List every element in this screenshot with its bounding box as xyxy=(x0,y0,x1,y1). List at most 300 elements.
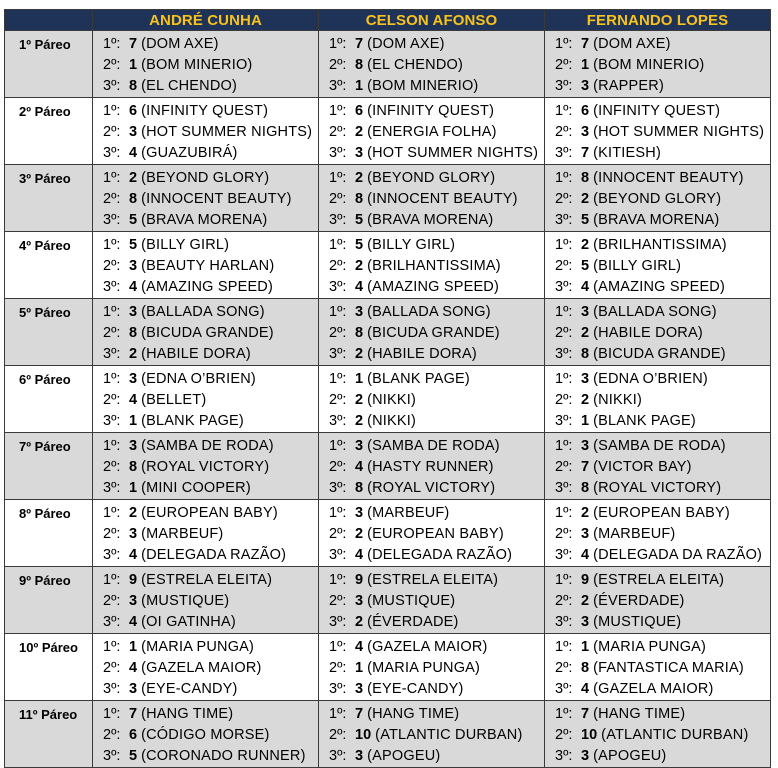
pick-horse-name: (RAPPER) xyxy=(593,78,664,94)
pick-line xyxy=(103,411,318,432)
pick-position: 2º: xyxy=(555,124,573,140)
race-row xyxy=(5,98,771,165)
pick-position: 3º: xyxy=(555,279,573,295)
pick-horse-name: (HOT SUMMER NIGHTS) xyxy=(367,145,539,161)
pick-horse-number: 8 xyxy=(355,191,364,207)
pick-horse-number: 3 xyxy=(355,145,364,161)
pick-horse-name: (BALLADA SONG) xyxy=(141,304,265,320)
picks-cell-fernando-lopes xyxy=(545,634,771,701)
race-row xyxy=(5,232,771,299)
pick-position: 3º: xyxy=(555,413,573,429)
pick-line xyxy=(329,524,544,545)
pick-horse-number: 3 xyxy=(129,593,138,609)
pick-horse-name: (DOM AXE) xyxy=(367,36,445,52)
pick-horse-name: (SAMBA DE RODA) xyxy=(593,438,726,454)
pick-line xyxy=(329,637,544,658)
pick-horse-number: 3 xyxy=(129,258,138,274)
pick-horse-name: (BLANK PAGE) xyxy=(593,413,696,429)
pick-position: 2º: xyxy=(555,258,573,274)
picks-cell-celson-afonso xyxy=(319,299,545,366)
pick-line xyxy=(103,34,318,55)
pick-position: 1º: xyxy=(103,505,121,521)
pick-line xyxy=(103,344,318,365)
pick-horse-number: 2 xyxy=(355,124,364,140)
picks-cell-fernando-lopes xyxy=(545,299,771,366)
picks-list xyxy=(93,634,318,700)
pick-horse-number: 4 xyxy=(581,547,590,563)
pick-horse-name: (HANG TIME) xyxy=(141,706,234,722)
pick-line xyxy=(555,457,770,478)
pick-horse-number: 3 xyxy=(129,124,138,140)
pick-horse-name: (EL CHENDO) xyxy=(141,78,238,94)
pick-line xyxy=(555,168,770,189)
pick-horse-number: 1 xyxy=(355,78,364,94)
pick-position: 1º: xyxy=(555,103,573,119)
pick-position: 3º: xyxy=(555,547,573,563)
picks-cell-andre-cunha xyxy=(93,232,319,299)
race-label: 3º Páreo xyxy=(5,165,93,232)
pick-line xyxy=(103,101,318,122)
pick-horse-number: 1 xyxy=(129,480,138,496)
pick-horse-name: (ENERGIA FOLHA) xyxy=(367,124,497,140)
pick-line xyxy=(103,256,318,277)
pick-horse-name: (BILLY GIRL) xyxy=(593,258,682,274)
picks-cell-celson-afonso xyxy=(319,634,545,701)
pick-horse-number: 2 xyxy=(581,392,590,408)
pick-horse-name: (MARIA PUNGA) xyxy=(367,660,481,676)
pick-horse-name: (BLANK PAGE) xyxy=(141,413,244,429)
pick-horse-name: (DELEGADA DA RAZÃO) xyxy=(593,547,763,563)
pick-horse-name: (DOM AXE) xyxy=(593,36,671,52)
pick-horse-number: 1 xyxy=(129,639,138,655)
race-row xyxy=(5,634,771,701)
picks-list xyxy=(93,98,318,164)
pick-line xyxy=(103,323,318,344)
pick-horse-name: (BILLY GIRL) xyxy=(367,237,456,253)
pick-horse-name: (BOM MINERIO) xyxy=(593,57,705,73)
pick-position: 2º: xyxy=(329,526,347,542)
pick-horse-name: (BRAVA MORENA) xyxy=(593,212,720,228)
pick-line xyxy=(555,503,770,524)
pick-position: 3º: xyxy=(329,413,347,429)
pick-horse-name: (SAMBA DE RODA) xyxy=(141,438,274,454)
pick-position: 1º: xyxy=(555,237,573,253)
pick-horse-name: (INFINITY QUEST) xyxy=(141,103,269,119)
pick-line xyxy=(329,277,544,298)
picks-cell-andre-cunha xyxy=(93,98,319,165)
pick-horse-number: 1 xyxy=(581,57,590,73)
pick-horse-number: 4 xyxy=(355,639,364,655)
pick-horse-number: 3 xyxy=(129,526,138,542)
picks-list xyxy=(319,165,544,231)
pick-line xyxy=(555,478,770,499)
picks-cell-celson-afonso xyxy=(319,31,545,98)
pick-horse-number: 7 xyxy=(581,145,590,161)
pick-horse-number: 2 xyxy=(355,614,364,630)
pick-position: 1º: xyxy=(329,706,347,722)
pick-horse-name: (HABILE DORA) xyxy=(367,346,477,362)
pick-horse-name: (BRAVA MORENA) xyxy=(141,212,268,228)
pick-horse-number: 3 xyxy=(581,614,590,630)
pick-horse-number: 8 xyxy=(581,480,590,496)
pick-line xyxy=(555,746,770,767)
pick-horse-name: (HASTY RUNNER) xyxy=(367,459,494,475)
header-corner-cell xyxy=(5,10,93,31)
pick-horse-number: 8 xyxy=(581,170,590,186)
pick-horse-name: (FANTASTICA MARIA) xyxy=(593,660,744,676)
pick-horse-number: 10 xyxy=(355,727,372,743)
pick-position: 3º: xyxy=(555,212,573,228)
pick-horse-name: (MUSTIQUE) xyxy=(141,593,230,609)
picks-list xyxy=(319,500,544,566)
picks-list xyxy=(545,98,770,164)
pick-horse-name: (BELLET) xyxy=(141,392,207,408)
pick-horse-name: (MARBEUF) xyxy=(367,505,450,521)
picks-list xyxy=(93,232,318,298)
pick-horse-number: 9 xyxy=(355,572,364,588)
pick-position: 1º: xyxy=(555,371,573,387)
picks-cell-celson-afonso xyxy=(319,701,545,768)
pick-horse-number: 4 xyxy=(129,614,138,630)
pick-position: 3º: xyxy=(555,346,573,362)
pick-position: 3º: xyxy=(103,145,121,161)
pick-horse-name: (HOT SUMMER NIGHTS) xyxy=(593,124,765,140)
pick-position: 3º: xyxy=(329,346,347,362)
pick-horse-name: (INNOCENT BEAUTY) xyxy=(367,191,518,207)
pick-line xyxy=(103,725,318,746)
picks-cell-celson-afonso xyxy=(319,366,545,433)
picks-list xyxy=(545,165,770,231)
pick-horse-number: 7 xyxy=(581,36,590,52)
pick-horse-number: 5 xyxy=(581,212,590,228)
pick-horse-name: (AMAZING SPEED) xyxy=(141,279,274,295)
picks-cell-andre-cunha xyxy=(93,701,319,768)
pick-line xyxy=(555,189,770,210)
pick-position: 2º: xyxy=(103,526,121,542)
pick-horse-number: 7 xyxy=(129,36,138,52)
picks-list xyxy=(319,433,544,499)
pick-horse-number: 3 xyxy=(581,124,590,140)
pick-line xyxy=(555,235,770,256)
picks-list xyxy=(93,433,318,499)
pick-line xyxy=(329,210,544,231)
pick-position: 2º: xyxy=(103,191,121,207)
pick-position: 1º: xyxy=(329,103,347,119)
pick-position: 2º: xyxy=(555,325,573,341)
pick-line xyxy=(103,746,318,767)
race-row xyxy=(5,299,771,366)
pick-line xyxy=(103,76,318,97)
picks-cell-andre-cunha xyxy=(93,31,319,98)
pick-line xyxy=(555,55,770,76)
picks-list xyxy=(545,299,770,365)
pick-position: 1º: xyxy=(555,572,573,588)
pick-horse-number: 3 xyxy=(355,505,364,521)
pick-position: 1º: xyxy=(103,371,121,387)
pick-horse-number: 1 xyxy=(581,639,590,655)
picks-cell-fernando-lopes xyxy=(545,232,771,299)
pick-position: 3º: xyxy=(329,212,347,228)
pick-horse-name: (MUSTIQUE) xyxy=(367,593,456,609)
pick-line xyxy=(103,436,318,457)
pick-line xyxy=(555,76,770,97)
pick-horse-name: (ATLANTIC DURBAN) xyxy=(375,727,523,743)
pick-horse-number: 2 xyxy=(355,526,364,542)
pick-horse-number: 2 xyxy=(581,593,590,609)
pick-horse-number: 10 xyxy=(581,727,598,743)
pick-horse-name: (ESTRELA ELEITA) xyxy=(367,572,499,588)
picks-cell-fernando-lopes xyxy=(545,500,771,567)
pick-horse-name: (EYE-CANDY) xyxy=(367,681,464,697)
pick-horse-number: 4 xyxy=(129,145,138,161)
pick-line xyxy=(555,323,770,344)
pick-horse-number: 6 xyxy=(581,103,590,119)
pick-horse-name: (BEYOND GLORY) xyxy=(141,170,270,186)
pick-position: 1º: xyxy=(555,505,573,521)
picks-cell-fernando-lopes xyxy=(545,31,771,98)
race-row xyxy=(5,165,771,232)
pick-horse-number: 8 xyxy=(129,325,138,341)
pick-position: 3º: xyxy=(103,279,121,295)
race-row xyxy=(5,366,771,433)
picks-list xyxy=(545,634,770,700)
picks-cell-celson-afonso xyxy=(319,232,545,299)
pick-horse-number: 7 xyxy=(355,706,364,722)
pick-line xyxy=(329,390,544,411)
pick-horse-number: 5 xyxy=(129,748,138,764)
pick-horse-name: (APOGEU) xyxy=(593,748,667,764)
pick-position: 3º: xyxy=(329,748,347,764)
pick-line xyxy=(103,478,318,499)
pick-horse-name: (EUROPEAN BABY) xyxy=(593,505,730,521)
pick-position: 3º: xyxy=(555,748,573,764)
pick-line xyxy=(555,524,770,545)
pick-horse-name: (CÓDIGO MORSE) xyxy=(141,727,270,743)
pick-horse-name: (MARIA PUNGA) xyxy=(593,639,707,655)
pick-horse-number: 2 xyxy=(581,505,590,521)
pick-horse-name: (APOGEU) xyxy=(367,748,441,764)
pick-horse-name: (BALLADA SONG) xyxy=(367,304,491,320)
pick-position: 3º: xyxy=(555,614,573,630)
pick-horse-number: 2 xyxy=(581,325,590,341)
pick-line xyxy=(329,591,544,612)
picks-list xyxy=(319,299,544,365)
picks-cell-andre-cunha xyxy=(93,634,319,701)
pick-line xyxy=(329,478,544,499)
pick-line xyxy=(555,302,770,323)
pick-horse-number: 9 xyxy=(581,572,590,588)
pick-horse-number: 8 xyxy=(581,660,590,676)
pick-position: 3º: xyxy=(555,145,573,161)
picks-cell-fernando-lopes xyxy=(545,98,771,165)
pick-horse-number: 3 xyxy=(355,593,364,609)
picks-cell-andre-cunha xyxy=(93,433,319,500)
pick-line xyxy=(329,323,544,344)
race-label: 10º Páreo xyxy=(5,634,93,701)
pick-horse-number: 8 xyxy=(355,325,364,341)
pick-position: 1º: xyxy=(329,170,347,186)
pick-position: 2º: xyxy=(329,325,347,341)
pick-position: 1º: xyxy=(103,572,121,588)
pick-horse-name: (DELEGADA RAZÃO) xyxy=(367,547,513,563)
pick-line xyxy=(103,570,318,591)
pick-horse-number: 4 xyxy=(129,660,138,676)
pick-line xyxy=(103,189,318,210)
pick-horse-name: (HABILE DORA) xyxy=(593,325,703,341)
pick-horse-name: (BILLY GIRL) xyxy=(141,237,230,253)
pick-horse-name: (ÉVERDADE) xyxy=(593,593,685,609)
pick-line xyxy=(555,34,770,55)
pick-horse-number: 2 xyxy=(355,170,364,186)
pick-horse-number: 5 xyxy=(129,237,138,253)
pick-horse-number: 3 xyxy=(581,371,590,387)
pick-line xyxy=(329,235,544,256)
pick-horse-number: 1 xyxy=(581,413,590,429)
pick-horse-name: (HANG TIME) xyxy=(593,706,686,722)
pick-position: 2º: xyxy=(103,392,121,408)
pick-horse-number: 8 xyxy=(129,459,138,475)
race-row xyxy=(5,567,771,634)
pick-position: 3º: xyxy=(329,78,347,94)
pick-horse-number: 3 xyxy=(581,438,590,454)
pick-line xyxy=(103,503,318,524)
pick-position: 2º: xyxy=(555,727,573,743)
pick-horse-name: (EUROPEAN BABY) xyxy=(141,505,278,521)
pick-line xyxy=(103,679,318,700)
pick-position: 1º: xyxy=(329,639,347,655)
pick-horse-number: 3 xyxy=(581,748,590,764)
pick-line xyxy=(329,143,544,164)
pick-line xyxy=(555,612,770,633)
pick-position: 2º: xyxy=(103,727,121,743)
pick-line xyxy=(329,545,544,566)
pick-horse-name: (NIKKI) xyxy=(367,413,417,429)
pick-horse-name: (EUROPEAN BABY) xyxy=(367,526,504,542)
pick-line xyxy=(329,704,544,725)
picks-list xyxy=(93,701,318,767)
pick-position: 3º: xyxy=(555,480,573,496)
pick-line xyxy=(329,369,544,390)
pick-horse-name: (BOM MINERIO) xyxy=(367,78,479,94)
pick-position: 1º: xyxy=(329,237,347,253)
pick-line xyxy=(103,612,318,633)
pick-line xyxy=(103,591,318,612)
header-celson-afonso: CELSON AFONSO xyxy=(319,10,545,31)
pick-horse-number: 2 xyxy=(581,191,590,207)
race-label: 9º Páreo xyxy=(5,567,93,634)
pick-position: 2º: xyxy=(103,258,121,274)
pick-position: 3º: xyxy=(103,748,121,764)
pick-horse-name: (VICTOR BAY) xyxy=(593,459,692,475)
pick-line xyxy=(103,545,318,566)
pick-position: 2º: xyxy=(555,191,573,207)
pick-position: 3º: xyxy=(555,681,573,697)
pick-position: 1º: xyxy=(329,572,347,588)
pick-line xyxy=(555,637,770,658)
pick-horse-number: 3 xyxy=(129,304,138,320)
pick-line xyxy=(103,637,318,658)
pick-horse-number: 1 xyxy=(355,371,364,387)
pick-horse-name: (INFINITY QUEST) xyxy=(593,103,721,119)
pick-position: 1º: xyxy=(103,639,121,655)
pick-horse-name: (KITIESH) xyxy=(593,145,661,161)
pick-position: 2º: xyxy=(555,660,573,676)
pick-horse-number: 3 xyxy=(355,681,364,697)
race-label: 5º Páreo xyxy=(5,299,93,366)
pick-horse-number: 7 xyxy=(355,36,364,52)
pick-position: 1º: xyxy=(103,304,121,320)
picks-cell-andre-cunha xyxy=(93,500,319,567)
tips-table xyxy=(4,9,771,768)
pick-horse-number: 7 xyxy=(581,459,590,475)
pick-line xyxy=(329,101,544,122)
picks-list xyxy=(319,634,544,700)
pick-position: 2º: xyxy=(329,191,347,207)
race-row xyxy=(5,701,771,768)
pick-horse-name: (ATLANTIC DURBAN) xyxy=(601,727,749,743)
picks-list xyxy=(93,31,318,97)
picks-list xyxy=(319,31,544,97)
pick-position: 1º: xyxy=(329,304,347,320)
pick-horse-number: 8 xyxy=(129,191,138,207)
pick-position: 1º: xyxy=(329,505,347,521)
pick-horse-number: 7 xyxy=(581,706,590,722)
pick-horse-number: 3 xyxy=(581,304,590,320)
pick-horse-name: (MINI COOPER) xyxy=(141,480,251,496)
pick-horse-number: 2 xyxy=(355,413,364,429)
pick-position: 3º: xyxy=(329,547,347,563)
pick-position: 2º: xyxy=(329,57,347,73)
pick-line xyxy=(555,725,770,746)
picks-list xyxy=(93,299,318,365)
pick-horse-name: (HANG TIME) xyxy=(367,706,460,722)
pick-horse-number: 3 xyxy=(129,371,138,387)
pick-horse-number: 2 xyxy=(129,170,138,186)
pick-horse-name: (DOM AXE) xyxy=(141,36,219,52)
pick-horse-name: (EL CHENDO) xyxy=(367,57,464,73)
pick-position: 1º: xyxy=(103,170,121,186)
pick-horse-number: 2 xyxy=(355,392,364,408)
pick-horse-name: (EYE-CANDY) xyxy=(141,681,238,697)
pick-line xyxy=(103,524,318,545)
picks-list xyxy=(93,500,318,566)
race-row xyxy=(5,433,771,500)
pick-line xyxy=(329,679,544,700)
pick-horse-number: 5 xyxy=(581,258,590,274)
pick-position: 2º: xyxy=(103,660,121,676)
pick-horse-number: 4 xyxy=(129,392,138,408)
pick-horse-number: 8 xyxy=(355,480,364,496)
pick-position: 2º: xyxy=(329,124,347,140)
pick-line xyxy=(555,369,770,390)
pick-horse-number: 1 xyxy=(129,413,138,429)
pick-horse-name: (EDNA O’BRIEN) xyxy=(593,371,708,387)
pick-line xyxy=(329,168,544,189)
picks-list xyxy=(319,701,544,767)
pick-line xyxy=(555,570,770,591)
pick-horse-name: (GUAZUBIRÁ) xyxy=(141,145,238,161)
pick-position: 3º: xyxy=(329,681,347,697)
pick-horse-name: (MARBEUF) xyxy=(593,526,676,542)
pick-horse-number: 6 xyxy=(129,727,138,743)
pick-horse-name: (GAZELA MAIOR) xyxy=(593,681,714,697)
pick-horse-name: (INFINITY QUEST) xyxy=(367,103,495,119)
pick-horse-number: 3 xyxy=(129,438,138,454)
race-label: 4º Páreo xyxy=(5,232,93,299)
pick-line xyxy=(329,122,544,143)
pick-line xyxy=(103,235,318,256)
pick-line xyxy=(329,746,544,767)
